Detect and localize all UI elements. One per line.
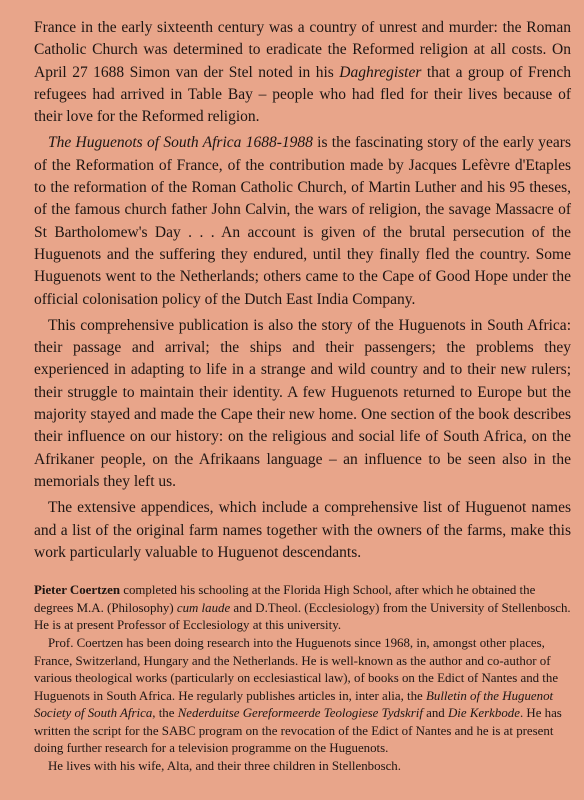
bio-paragraph-1 [34, 582, 571, 635]
bio-p1-text-b: and D.Theol. (Ecclesiology) from the University of Stellenbosch. He is at present Professor of Ecclesiology at this university. [34, 600, 571, 633]
p1-text-b: that a group of French refugees had arrived in Table Bay – people who had fled for their lives because of their love for the Reformed religion. [34, 63, 571, 126]
bio-p1-text-a: completed his schooling at the Florida High School, after which he obtained the degrees M.A. (Philosophy) [34, 583, 536, 615]
bio-p2-text-b: . He has written the script for the SABC program on the revocation of the Edict of Nantes and he is at present doing further research for a television programme on the Huguenots. [34, 706, 562, 756]
description-paragraph-4 [34, 497, 571, 564]
ngtt-title: Nederduitse Gereformeerde Teologiese Tydskrif [177, 706, 423, 721]
description-paragraph-2 [34, 132, 571, 310]
description-paragraph-3 [34, 315, 571, 493]
bio-p3-text: He lives with his wife, Alta, and their three children in Stellenbosch. [48, 759, 401, 774]
author-biography [34, 582, 571, 776]
kerkbode-title: Die Kerkbode [447, 706, 520, 721]
bulletin-title: Bulletin of the Huguenot Society of South Africa [34, 688, 554, 721]
bio-paragraph-3 [34, 758, 571, 776]
book-title: The Huguenots of South Africa 1688-1988 [48, 134, 313, 152]
p2-text: is the fascinating story of the early years of the Reformation of France, of the contribution made by Jacques Lefèvre d'Etaples to the reformation of the Roman Catholic Church, of Martin Luther and his 95 theses, of the famous church father John Calvin, the wars of religion, the savage Massacre of St Bartholomew's Day . . . An account is given of the brutal persecution of the Huguenots and the suffering they endured, until they finally fled the country. Some Huguenots went to the Netherlands; others came to the Cape of Good Hope under the official colonisation policy of the Dutch East India Company. [34, 134, 571, 308]
bio-p2-text-a: Prof. Coertzen has been doing research into the Huguenots since 1968, in, amongst other places, France, Switzerland, Hungary and the Netherlands. He is well-known as the author and co-author of various theological works (particularly on ecclesiastical law), of books on the Edict of Nantes and the Huguenots in South Africa. He regularly publishes articles in, inter alia, the [34, 635, 559, 703]
description-paragraph-1 [34, 17, 571, 128]
author-name: Pieter Coertzen [34, 583, 121, 598]
p4-text: The extensive appendices, which include a comprehensive list of Huguenot names and a list of the original farm names together with the owners of the farms, make this work particularly valuable to Huguenot descendants. [34, 499, 571, 561]
bio-paragraph-2 [34, 635, 571, 758]
p1-text-a: France in the early sixteenth century was a country of unrest and murder: the Roman Catholic Church was determined to eradicate the Reformed religion at all costs. On April 27 1688 Simon van der Stel noted in his [34, 19, 571, 81]
bio-p2-sep: , the [152, 706, 178, 721]
p3-text: This comprehensive publication is also the story of the Huguenots in South Africa: their passage and arrival; the ships and their passengers; the problems they experienced in adapting to life in a strange and wild country and to their new rulers; their struggle to maintain their identity. A few Huguenots returned to Europe but the majority stayed and made the Cape their new home. One section of the book describes their influence on our history: on the religious and social life of South Africa, on the Afrikaner people, on the Afrikaans language – an influence to be seen also in the memorials they left us. [34, 316, 571, 490]
daghregister-title: Daghregister [339, 63, 422, 81]
bio-p2-and: and [422, 706, 448, 721]
book-description [34, 17, 571, 564]
cum-laude: cum laude [176, 600, 231, 615]
